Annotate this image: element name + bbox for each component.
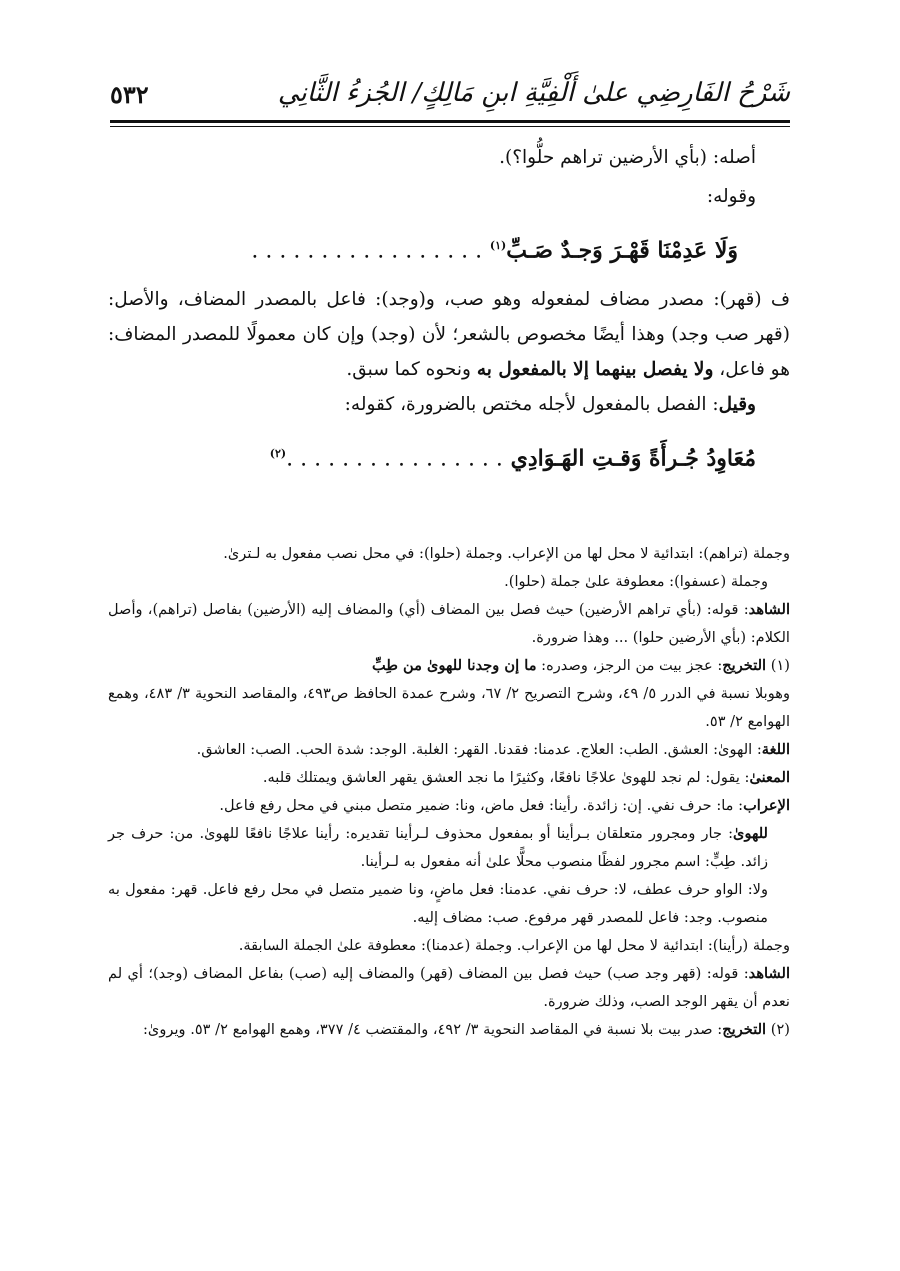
note-label: التخريج bbox=[722, 1021, 767, 1038]
book-title: شَرْحُ الفَارِضِي علىٰ أَلْفِيَّةِ ابنِ مَالِكٍ/ الجُزءُ الثَّانِي bbox=[277, 78, 790, 108]
note-line bbox=[108, 596, 790, 652]
footnote-ref-2: (٢) bbox=[269, 447, 287, 461]
paragraph-1-end: ونحوه كما سبق. bbox=[346, 359, 471, 381]
note-label: اللغة bbox=[761, 741, 790, 758]
note-label: المعنىٰ bbox=[749, 769, 790, 786]
note-label: التخريج bbox=[722, 657, 767, 674]
note-text: : قوله: (بأي تراهم الأرضين) حيث فصل بين المضاف (أي) والمضاف إليه (الأرضين) بفاصل (تراهم)، وأصل الكلام: (بأي الأرضين حلوا) ... وهذا ضرورة. bbox=[108, 601, 790, 646]
note-label: للهوىٰ bbox=[733, 825, 768, 842]
header-rule-thick bbox=[110, 120, 790, 123]
note-label: الشاهد bbox=[748, 601, 790, 618]
paragraph-1 bbox=[108, 282, 790, 387]
verse-2-ellipsis: . . . . . . . . . . . . . . . . bbox=[286, 446, 503, 472]
note-line bbox=[108, 820, 790, 876]
footnotes bbox=[108, 540, 790, 1044]
note-line: ولا: الواو حرف عطف، لا: حرف نفي. عدمنا: فعل ماضٍ، ونا ضمير متصل في محل رفع فاعل. قهر: مفعول به منصوب. وجد: فاعل للمصدر قهر مرفوع. صب: مضاف إليه. bbox=[108, 881, 768, 926]
note-line bbox=[108, 792, 790, 820]
note-text: : قوله: (قهر وجد صب) حيث فصل بين المضاف (قهر) والمضاف إليه (صب) بفاعل المضاف (وجد)؛ أي لم نعدم أن يقهر الوجد الصب، وذلك ضرورة. bbox=[108, 965, 790, 1010]
page-number: ٥٣٢ bbox=[110, 80, 149, 109]
footnote-number: (١) bbox=[770, 657, 790, 674]
note-text: : جار ومجرور متعلقان بـرأينا أو بمفعول محذوف لـرأينا تقديره: رأينا علاجًا نافعًا للهوىٰ. من: حرف جر زائد. طِبٍّ: اسم مجرور لفظًا منصوب محلًّا علىٰ أنه مفعول به لـرأينا. bbox=[108, 825, 768, 870]
note-line: وجملة (رأينا): ابتدائية لا محل لها من الإعراب. وجملة (عدمنا): معطوفة علىٰ الجملة السابقة. bbox=[238, 937, 790, 954]
verse-1 bbox=[108, 228, 790, 268]
note-text: : عجز بيت من الرجز، وصدره: bbox=[541, 657, 723, 674]
quote-intro: وقوله: bbox=[706, 186, 756, 207]
paragraph-2 bbox=[108, 387, 790, 422]
footnote-ref-1: (١) bbox=[489, 239, 507, 252]
note-line bbox=[108, 736, 790, 764]
note-line: وجملة (تراهم): ابتدائية لا محل لها من الإعراب. وجملة (حلوا): في محل نصب مفعول به لـترىٰ. bbox=[223, 545, 790, 562]
note-line: وجملة (عسفوا): معطوفة علىٰ جملة (حلوا). bbox=[504, 573, 768, 590]
header-rule-thin bbox=[110, 126, 790, 127]
main-text bbox=[108, 140, 790, 477]
note-bold: ما إن وجدنا للهوىٰ من طِبِّ bbox=[372, 657, 537, 674]
note-line bbox=[108, 764, 790, 792]
footnote-number: (٢) bbox=[770, 1021, 790, 1038]
verse-1-ellipsis: . . . . . . . . . . . . . . . . . bbox=[251, 238, 483, 264]
running-header bbox=[110, 72, 790, 116]
note-text: : ما: حرف نفي. إن: زائدة. رأينا: فعل ماض، ونا: ضمير متصل مبني في محل رفع فاعل. bbox=[219, 797, 744, 814]
note-text: : يقول: لم نجد للهوىٰ علاجًا نافعًا، وكثيرًا ما نجد العشق يقهر العاشق ويمتلك قلبه. bbox=[262, 769, 750, 786]
footnote-2 bbox=[108, 1016, 790, 1044]
paragraph-1-text: ف (قهر): مصدر مضاف لمفعوله وهو صب، و(وجد): فاعل بالمصدر المضاف، والأصل: (قهر صب وجد) وهذا أيضًا مخصوص بالشعر؛ لأن (وجد) وإن كان معمولًا للمصدر المضاف: هو فاعل، bbox=[108, 289, 790, 381]
note-text: : الهوىٰ: العشق. الطب: العلاج. عدمنا: فقدنا. القهر: الغلبة. الوجد: شدة الحب. الصب: العاشق. bbox=[196, 741, 762, 758]
note-line bbox=[108, 960, 790, 1016]
note-label: الشاهد bbox=[748, 965, 790, 982]
footnote-1 bbox=[108, 652, 790, 680]
origin-line: أصله: (بأي الأرضين تراهم حلُّوا؟). bbox=[499, 147, 756, 168]
note-text: : صدر بيت بلا نسبة في المقاصد النحوية ٣/ ٤٩٢، والمقتضب ٤/ ٣٧٧، وهمع الهوامع ٢/ ٥٣. ويروىٰ: bbox=[143, 1021, 723, 1038]
verse-1-text: وَلَا عَدِمْنَا قَهْـرَ وَجـدٌ صَـبِّ bbox=[506, 237, 738, 264]
paragraph-2-bold: وقيل bbox=[718, 394, 756, 416]
verse-2-text: مُعَاوِدُ جُـرأَةً وَقـتِ الهَـوَادِي bbox=[510, 445, 756, 472]
paragraph-1-bold: ولا يفصل بينهما إلا بالمفعول به bbox=[476, 359, 714, 381]
verse-2 bbox=[108, 436, 790, 476]
note-label: الإعراب bbox=[743, 797, 790, 814]
note-line: وهوبلا نسبة في الدرر ٥/ ٤٩، وشرح التصريح ٢/ ٦٧، وشرح عمدة الحافظ ص٤٩٣، والمقاصد النحوية ٣/ ٤٨٣، وهمع الهوامع ٢/ ٥٣. bbox=[108, 685, 790, 730]
paragraph-2-text: : الفصل بالمفعول لأجله مختص بالضرورة، كقوله: bbox=[344, 394, 719, 416]
